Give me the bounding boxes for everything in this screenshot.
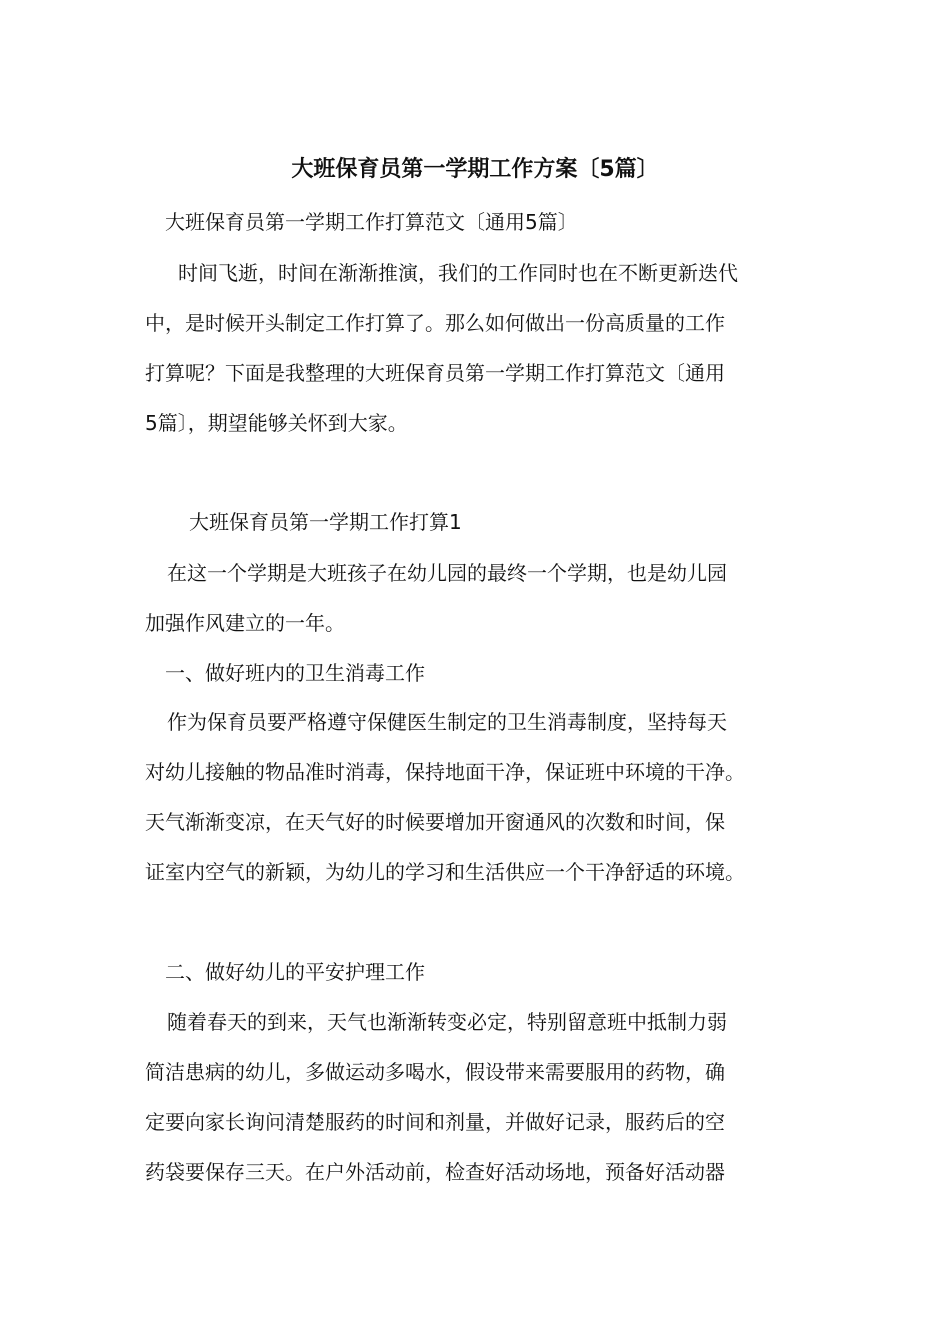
part2-line-3: 定要向家长询问清楚服药的时间和剂量，并做好记录，服药后的空	[145, 1110, 725, 1134]
part1-line-2: 对幼儿接触的物品准时消毒，保持地面干净，保证班中环境的干净。	[145, 760, 745, 784]
intro-line-2: 中，是时候开头制定工作打算了。那么如何做出一份高质量的工作	[145, 311, 725, 335]
section1-line-1: 在这一个学期是大班孩子在幼儿园的最终一个学期，也是幼儿园	[167, 561, 727, 585]
part2-line-2: 简洁患病的幼儿，多做运动多喝水，假设带来需要服用的药物，确	[145, 1060, 725, 1084]
part2-heading: 二、做好幼儿的平安护理工作	[165, 960, 425, 984]
intro-line-3: 打算呢？下面是我整理的大班保育员第一学期工作打算范文〔通用	[145, 361, 725, 385]
intro-line-4: 5篇〕，期望能够关怀到大家。	[145, 411, 408, 435]
document-title: 大班保育员第一学期工作方案〔5篇〕	[291, 157, 659, 182]
document-subtitle: 大班保育员第一学期工作打算范文〔通用5篇〕	[165, 210, 578, 234]
part2-line-1: 随着春天的到来，天气也渐渐转变必定，特别留意班中抵制力弱	[167, 1010, 727, 1034]
section1-line-2: 加强作风建立的一年。	[145, 611, 345, 635]
intro-line-1: 时间飞逝，时间在渐渐推演，我们的工作同时也在不断更新迭代	[178, 261, 738, 285]
part1-line-3: 天气渐渐变凉，在天气好的时候要增加开窗通风的次数和时间，保	[145, 810, 725, 834]
part1-heading: 一、做好班内的卫生消毒工作	[165, 661, 425, 685]
part2-line-4: 药袋要保存三天。在户外活动前，检查好活动场地，预备好活动器	[145, 1160, 725, 1184]
part1-line-1: 作为保育员要严格遵守保健医生制定的卫生消毒制度，坚持每天	[167, 710, 727, 734]
section1-heading: 大班保育员第一学期工作打算1	[189, 510, 462, 534]
part1-line-4: 证室内空气的新颖，为幼儿的学习和生活供应一个干净舒适的环境。	[145, 860, 745, 884]
